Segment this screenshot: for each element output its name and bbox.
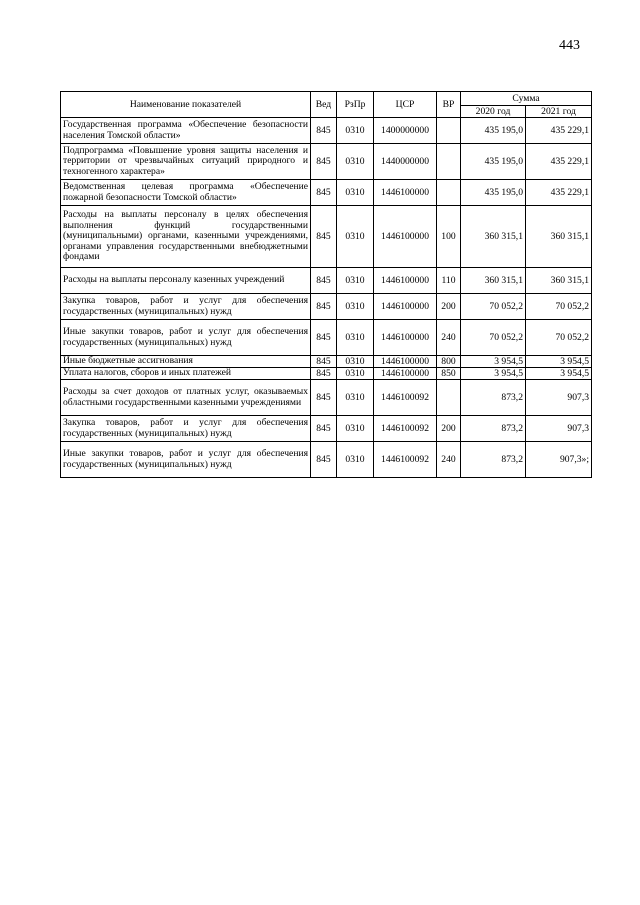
row-vr-cell [437, 118, 461, 144]
row-ved-cell: 845 [311, 368, 337, 380]
table-row [61, 268, 592, 294]
row-vr-cell [437, 180, 461, 206]
table-row [61, 356, 592, 368]
table-row [61, 294, 592, 320]
row-2020-value: 435 195,0 [461, 144, 526, 180]
table-row [61, 144, 592, 180]
row-rzpr-cell: 0310 [337, 416, 374, 442]
row-ved-cell: 845 [311, 144, 337, 180]
row-2020-value: 3 954,5 [461, 356, 526, 368]
header-vr: ВР [437, 92, 461, 118]
row-2020-value: 873,2 [461, 442, 526, 478]
table-body [61, 118, 592, 478]
row-ved-cell: 845 [311, 356, 337, 368]
row-2020-value: 873,2 [461, 380, 526, 416]
row-rzpr-cell: 0310 [337, 144, 374, 180]
table-row [61, 416, 592, 442]
row-2021-value: 435 229,1 [526, 180, 592, 206]
row-rzpr-cell: 0310 [337, 118, 374, 144]
page-number: 443 [559, 38, 580, 53]
table-row [61, 206, 592, 268]
row-csr-cell: 1446100000 [374, 294, 437, 320]
row-name-cell: Расходы на выплаты персоналу казенных учреждений [61, 268, 311, 294]
table-row [61, 380, 592, 416]
row-rzpr-cell: 0310 [337, 206, 374, 268]
row-csr-cell: 1446100000 [374, 268, 437, 294]
row-2020-value: 435 195,0 [461, 118, 526, 144]
row-2021-value: 907,3 [526, 380, 592, 416]
row-name-cell: Уплата налогов, сборов и иных платежей [61, 368, 311, 380]
row-2021-value: 3 954,5 [526, 356, 592, 368]
row-2020-value: 360 315,1 [461, 268, 526, 294]
row-2021-value: 70 052,2 [526, 294, 592, 320]
row-vr-cell: 240 [437, 442, 461, 478]
row-vr-cell: 200 [437, 294, 461, 320]
row-name-cell: Иные бюджетные ассигнования [61, 356, 311, 368]
table-row [61, 180, 592, 206]
row-vr-cell: 850 [437, 368, 461, 380]
row-rzpr-cell: 0310 [337, 180, 374, 206]
row-vr-cell: 110 [437, 268, 461, 294]
row-vr-cell: 800 [437, 356, 461, 368]
row-ved-cell: 845 [311, 320, 337, 356]
row-csr-cell: 1446100000 [374, 368, 437, 380]
row-csr-cell: 1446100092 [374, 416, 437, 442]
row-rzpr-cell: 0310 [337, 268, 374, 294]
table-row [61, 320, 592, 356]
header-year-2020: 2020 год [461, 106, 526, 118]
row-ved-cell: 845 [311, 180, 337, 206]
table-row [61, 442, 592, 478]
row-csr-cell: 1446100000 [374, 206, 437, 268]
row-name-cell: Иные закупки товаров, работ и услуг для обеспечения государственных (муниципальных) нужд [61, 442, 311, 478]
row-csr-cell: 1446100000 [374, 356, 437, 368]
row-2021-value: 3 954,5 [526, 368, 592, 380]
row-rzpr-cell: 0310 [337, 368, 374, 380]
row-name-cell: Расходы на выплаты персоналу в целях обеспечения выполнения функций государственными (муниципальными) органами, казенными учреждениями, органами управления государственными внебюджетными фондами [61, 206, 311, 268]
row-rzpr-cell: 0310 [337, 380, 374, 416]
row-name-cell: Подпрограмма «Повышение уровня защиты населения и территории от чрезвычайных ситуаций природного и техногенного характера» [61, 144, 311, 180]
budget-table [60, 91, 592, 478]
row-name-cell: Государственная программа «Обеспечение безопасности населения Томской области» [61, 118, 311, 144]
row-vr-cell: 240 [437, 320, 461, 356]
row-vr-cell [437, 380, 461, 416]
table-row [61, 118, 592, 144]
table-row [61, 368, 592, 380]
row-ved-cell: 845 [311, 268, 337, 294]
header-name: Наименование показателей [61, 92, 311, 118]
row-rzpr-cell: 0310 [337, 356, 374, 368]
row-2020-value: 70 052,2 [461, 320, 526, 356]
row-csr-cell: 1446100000 [374, 320, 437, 356]
row-2020-value: 435 195,0 [461, 180, 526, 206]
header-rzpr: РзПр [337, 92, 374, 118]
row-csr-cell: 1446100092 [374, 380, 437, 416]
row-ved-cell: 845 [311, 118, 337, 144]
row-2021-value: 435 229,1 [526, 118, 592, 144]
row-name-cell: Ведомственная целевая программа «Обеспечение пожарной безопасности Томской области» [61, 180, 311, 206]
row-2021-value: 70 052,2 [526, 320, 592, 356]
row-ved-cell: 845 [311, 206, 337, 268]
row-2021-value: 435 229,1 [526, 144, 592, 180]
row-csr-cell: 1440000000 [374, 144, 437, 180]
row-2021-value: 360 315,1 [526, 268, 592, 294]
row-rzpr-cell: 0310 [337, 320, 374, 356]
row-2021-value: 907,3»; [526, 442, 592, 478]
header-sum: Сумма [461, 92, 592, 106]
header-year-2021: 2021 год [526, 106, 592, 118]
row-vr-cell [437, 144, 461, 180]
row-name-cell: Закупка товаров, работ и услуг для обеспечения государственных (муниципальных) нужд [61, 416, 311, 442]
row-ved-cell: 845 [311, 294, 337, 320]
row-name-cell: Закупка товаров, работ и услуг для обеспечения государственных (муниципальных) нужд [61, 294, 311, 320]
row-rzpr-cell: 0310 [337, 442, 374, 478]
row-ved-cell: 845 [311, 380, 337, 416]
header-ved: Вед [311, 92, 337, 118]
row-2021-value: 907,3 [526, 416, 592, 442]
row-ved-cell: 845 [311, 416, 337, 442]
row-vr-cell: 100 [437, 206, 461, 268]
row-2021-value: 360 315,1 [526, 206, 592, 268]
row-name-cell: Расходы за счет доходов от платных услуг, оказываемых областными государственными казенными учреждениями [61, 380, 311, 416]
row-2020-value: 3 954,5 [461, 368, 526, 380]
row-vr-cell: 200 [437, 416, 461, 442]
header-csr: ЦСР [374, 92, 437, 118]
row-2020-value: 360 315,1 [461, 206, 526, 268]
row-csr-cell: 1400000000 [374, 118, 437, 144]
row-2020-value: 70 052,2 [461, 294, 526, 320]
row-name-cell: Иные закупки товаров, работ и услуг для обеспечения государственных (муниципальных) нужд [61, 320, 311, 356]
row-csr-cell: 1446100092 [374, 442, 437, 478]
row-rzpr-cell: 0310 [337, 294, 374, 320]
row-csr-cell: 1446100000 [374, 180, 437, 206]
row-ved-cell: 845 [311, 442, 337, 478]
row-2020-value: 873,2 [461, 416, 526, 442]
